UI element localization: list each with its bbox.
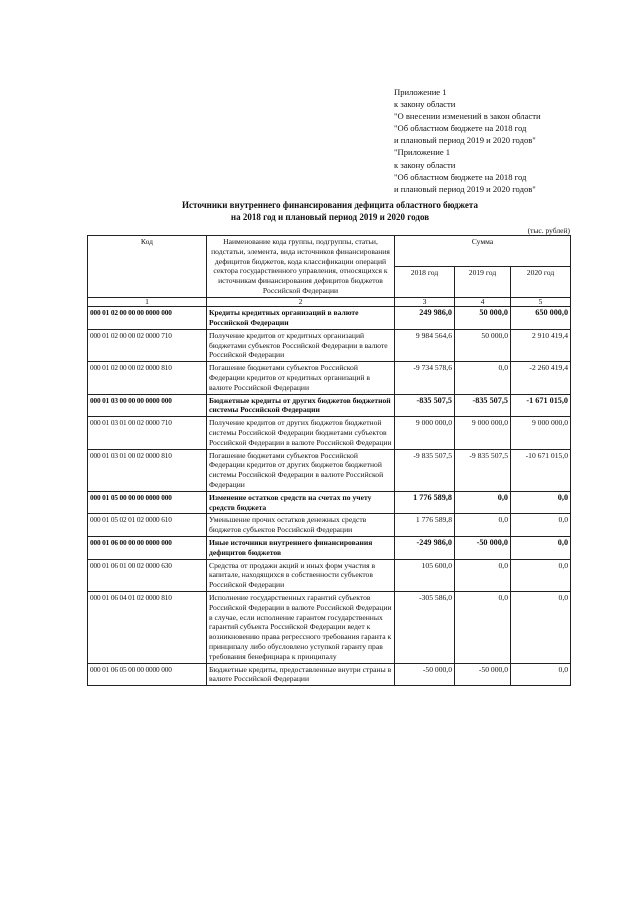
row-value-2019: -9 835 507,5 [455, 449, 511, 491]
row-value-2020: 0,0 [511, 592, 571, 664]
row-value-2020: 0,0 [511, 559, 571, 591]
row-value-2019: 0,0 [455, 514, 511, 537]
row-name: Средства от продажи акций и иных форм участия в капитале, находящихся в собственности субъектов Российской Федерации [207, 559, 395, 591]
row-name: Иные источники внутреннего финансирования дефицитов бюджетов [207, 537, 395, 560]
row-value-2018: 9 984 564,6 [395, 329, 455, 361]
column-number: 4 [455, 297, 511, 307]
units-label: (тыс. рублей) [527, 226, 570, 235]
row-value-2019: 0,0 [455, 559, 511, 591]
row-value-2019: -835 507,5 [455, 394, 511, 417]
document-title [90, 199, 570, 223]
table-row [88, 417, 571, 449]
row-value-2018: -9 835 507,5 [395, 449, 455, 491]
header-year-2019: 2019 год [455, 266, 511, 297]
table-row [88, 329, 571, 361]
appendix-line: "Приложение 1 [394, 147, 451, 158]
row-value-2020: 0,0 [511, 537, 571, 560]
column-number: 1 [88, 297, 207, 307]
row-code: 000 01 02 00 00 02 0000 810 [88, 362, 207, 394]
table-row [88, 559, 571, 591]
appendix-line: и плановый период 2019 и 2020 годов" [394, 183, 536, 194]
appendix-line: к закону области [394, 99, 456, 110]
row-code: 000 01 05 02 01 02 0000 610 [88, 514, 207, 537]
row-code: 000 01 02 00 00 02 0000 710 [88, 329, 207, 361]
row-value-2018: -50 000,0 [395, 663, 455, 686]
table-row [88, 449, 571, 491]
row-value-2020: 650 000,0 [511, 307, 571, 330]
row-value-2020: 0,0 [511, 663, 571, 686]
table-row [88, 362, 571, 394]
header-year-2018: 2018 год [395, 266, 455, 297]
row-name: Бюджетные кредиты от других бюджетов бюджетной системы Российской Федерации [207, 394, 395, 417]
table-row [88, 491, 571, 514]
row-value-2018: 9 000 000,0 [395, 417, 455, 449]
row-name: Получение кредитов от других бюджетов бюджетной системы Российской Федерации бюджетами субъектов Российской Федерации в валюте Российской Федерации [207, 417, 395, 449]
row-value-2018: 1 776 589,8 [395, 491, 455, 514]
row-name: Изменение остатков средств на счетах по учету средств бюджета [207, 491, 395, 514]
row-value-2018: 249 986,0 [395, 307, 455, 330]
row-value-2018: 105 600,0 [395, 559, 455, 591]
row-value-2020: 0,0 [511, 514, 571, 537]
row-code: 000 01 02 00 00 00 0000 000 [88, 307, 207, 330]
header-sum: Сумма [395, 236, 571, 267]
row-name: Погашение бюджетами субъектов Российской Федерации кредитов от других бюджетов бюджетной системы Российской Федерации в валюте Российской Федерации [207, 449, 395, 491]
row-value-2020: -1 671 015,0 [511, 394, 571, 417]
header-code: Код [88, 236, 207, 298]
appendix-note [394, 86, 634, 195]
column-number: 3 [395, 297, 455, 307]
row-value-2019: 50 000,0 [455, 329, 511, 361]
appendix-line: "Об областном бюджете на 2018 год [394, 171, 527, 182]
row-value-2018: 1 776 589,8 [395, 514, 455, 537]
row-name: Уменьшение прочих остатков денежных средств бюджетов субъектов Российской Федерации [207, 514, 395, 537]
table-row [88, 394, 571, 417]
financing-sources-table [87, 235, 571, 686]
row-name: Погашение бюджетами субъектов Российской Федерации кредитов от кредитных организаций в валюте Российской Федерации [207, 362, 395, 394]
row-value-2019: 0,0 [455, 362, 511, 394]
column-number: 2 [207, 297, 395, 307]
row-code: 000 01 06 04 01 02 0000 810 [88, 592, 207, 664]
row-code: 000 01 06 00 00 00 0000 000 [88, 537, 207, 560]
row-name: Исполнение государственных гарантий субъектов Российской Федерации в валюте Российской Федерации в случае, если исполнение гарантом государственных гарантий субъекта Российской Федерации ведет к возникновению права регрессного требования гаранта к принципалу либо обусловлено уступкой гаранту прав требования бенефициара к принципалу [207, 592, 395, 664]
appendix-line: Приложение 1 [394, 87, 447, 97]
row-code: 000 01 03 00 00 00 0000 000 [88, 394, 207, 417]
row-value-2018: -305 586,0 [395, 592, 455, 664]
row-code: 000 01 03 01 00 02 0000 710 [88, 417, 207, 449]
row-value-2018: -249 986,0 [395, 537, 455, 560]
row-code: 000 01 06 05 00 00 0000 000 [88, 663, 207, 686]
row-value-2020: 2 910 419,4 [511, 329, 571, 361]
title-line-2: на 2018 год и плановый период 2019 и 2020 годов [230, 212, 430, 222]
row-value-2019: -50 000,0 [455, 663, 511, 686]
row-value-2020: -2 260 419,4 [511, 362, 571, 394]
appendix-line: "Об областном бюджете на 2018 год [394, 123, 527, 134]
row-value-2020: 0,0 [511, 491, 571, 514]
appendix-line: и плановый период 2019 и 2020 годов" [394, 135, 536, 146]
header-year-2020: 2020 год [511, 266, 571, 297]
table-row [88, 307, 571, 330]
row-value-2019: 0,0 [455, 491, 511, 514]
row-value-2018: -835 507,5 [395, 394, 455, 417]
table-row [88, 592, 571, 664]
row-code: 000 01 06 01 00 02 0000 630 [88, 559, 207, 591]
column-number: 5 [511, 297, 571, 307]
row-code: 000 01 05 00 00 00 0000 000 [88, 491, 207, 514]
table-row [88, 537, 571, 560]
row-name: Получение кредитов от кредитных организаций бюджетами субъектов Российской Федерации в валюте Российской Федерации [207, 329, 395, 361]
row-value-2020: 9 000 000,0 [511, 417, 571, 449]
row-code: 000 01 03 01 00 02 0000 810 [88, 449, 207, 491]
row-value-2019: 0,0 [455, 592, 511, 664]
appendix-line: "О внесении изменений в закон области [394, 111, 541, 122]
row-value-2019: 9 000 000,0 [455, 417, 511, 449]
row-name: Бюджетные кредиты, предоставленные внутри страны в валюте Российской Федерации [207, 663, 395, 686]
row-value-2018: -9 734 578,6 [395, 362, 455, 394]
row-value-2019: 50 000,0 [455, 307, 511, 330]
row-value-2019: -50 000,0 [455, 537, 511, 560]
table-row [88, 514, 571, 537]
title-line-1: Источники внутреннего финансирования дефицита областного бюджета [182, 200, 478, 210]
row-value-2020: -10 671 015,0 [511, 449, 571, 491]
table-row [88, 663, 571, 686]
header-name: Наименование кода группы, подгруппы, статьи, подстатьи, элемента, вида источников финансирования дефицитов бюджетов, кода классификации операций сектора государственного управления, относящихся к источникам финансирования дефицитов бюджетов Российской Федерации [207, 236, 395, 298]
row-name: Кредиты кредитных организаций в валюте Российской Федерации [207, 307, 395, 330]
appendix-line: к закону области [394, 159, 456, 170]
